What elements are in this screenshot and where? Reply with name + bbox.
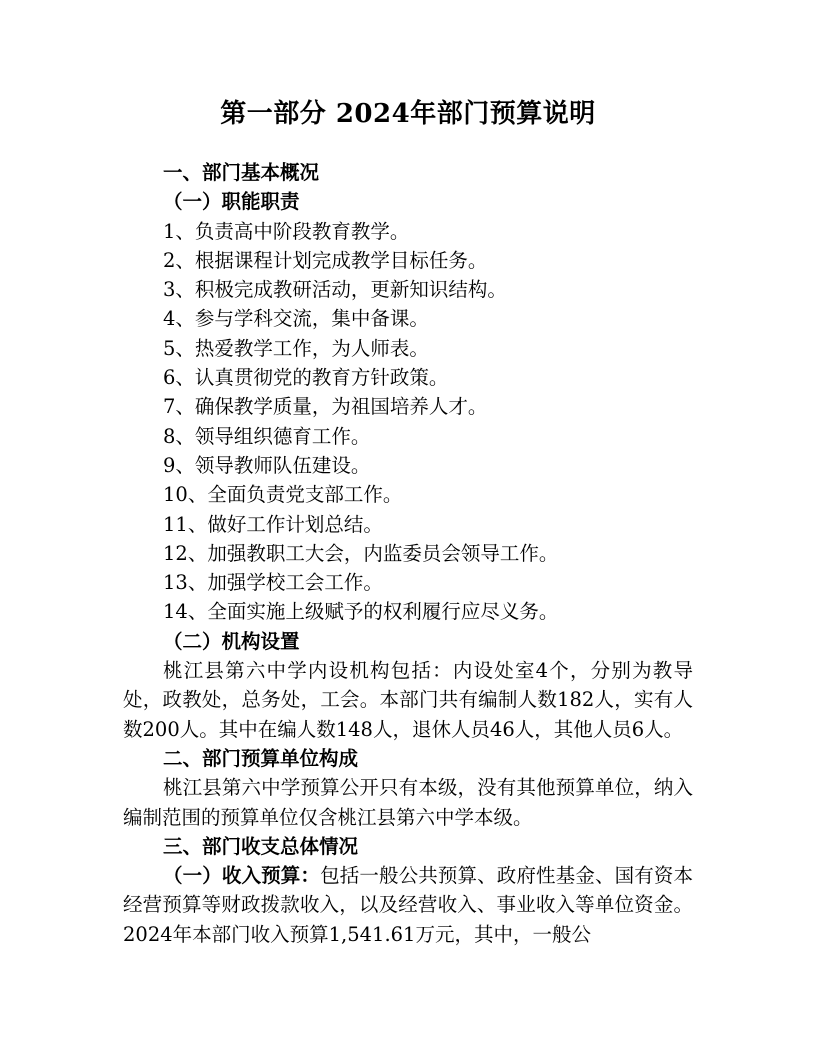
income-budget-paragraph — [123, 861, 693, 949]
duty-item: 10、全面负责党支部工作。 — [163, 483, 403, 507]
document-body — [123, 158, 693, 949]
duty-item: 6、认真贯彻党的教育方针政策。 — [163, 366, 449, 390]
budget-units-paragraph: 桃江县第六中学预算公开只有本级，没有其他预算单位，纳入编制范围的预算单位仅含桃江县第六中学本级。 — [123, 776, 693, 829]
income-budget-label: （一）收入预算： — [163, 864, 321, 888]
duty-item: 5、热爱教学工作，为人师表。 — [163, 336, 429, 360]
duty-item: 3、积极完成教研活动，更新知识结构。 — [163, 278, 507, 302]
duty-item: 4、参与学科交流，集中备课。 — [163, 307, 429, 331]
duty-item: 1、负责高中阶段教育教学。 — [163, 219, 410, 243]
organization-paragraph: 桃江县第六中学内设机构包括：内设处室4个，分别为教导处，政教处，总务处，工会。本部门共有编制人数182人，实有人数200人。其中在编人数148人，退休人员46人，其他人员6人。 — [123, 659, 693, 741]
section-1-heading: 一、部门基本概况 — [163, 161, 320, 184]
duty-item: 2、根据课程计划完成教学目标任务。 — [163, 248, 488, 272]
duty-item: 11、做好工作计划总结。 — [163, 512, 383, 536]
duty-item: 7、确保教学质量，为祖国培养人才。 — [163, 395, 488, 419]
section-3-heading: 三、部门收支总体情况 — [163, 834, 359, 858]
section-1-sub-2-heading: （二）机构设置 — [163, 629, 300, 653]
section-2-heading: 二、部门预算单位构成 — [163, 746, 359, 770]
duty-item: 8、领导组织德育工作。 — [163, 424, 371, 448]
duty-item: 12、加强教职工大会，内监委员会领导工作。 — [163, 541, 559, 565]
page-title: 第一部分 2024年部门预算说明 — [220, 99, 596, 129]
duty-item: 14、全面实施上级赋予的权利履行应尽义务。 — [163, 600, 559, 624]
duty-item: 9、领导教师队伍建设。 — [163, 453, 371, 477]
section-1-sub-1-heading: （一）职能职责 — [163, 190, 300, 214]
duty-item: 13、加强学校工会工作。 — [163, 571, 383, 595]
income-budget-text: 包括一般公共预算、政府性基金、国有资本经营预算等财政拨款收入，以及经营收入、事业收入等单位资金。2024年本部门收入预算1,541.61万元，其中，一般公 — [123, 864, 693, 946]
